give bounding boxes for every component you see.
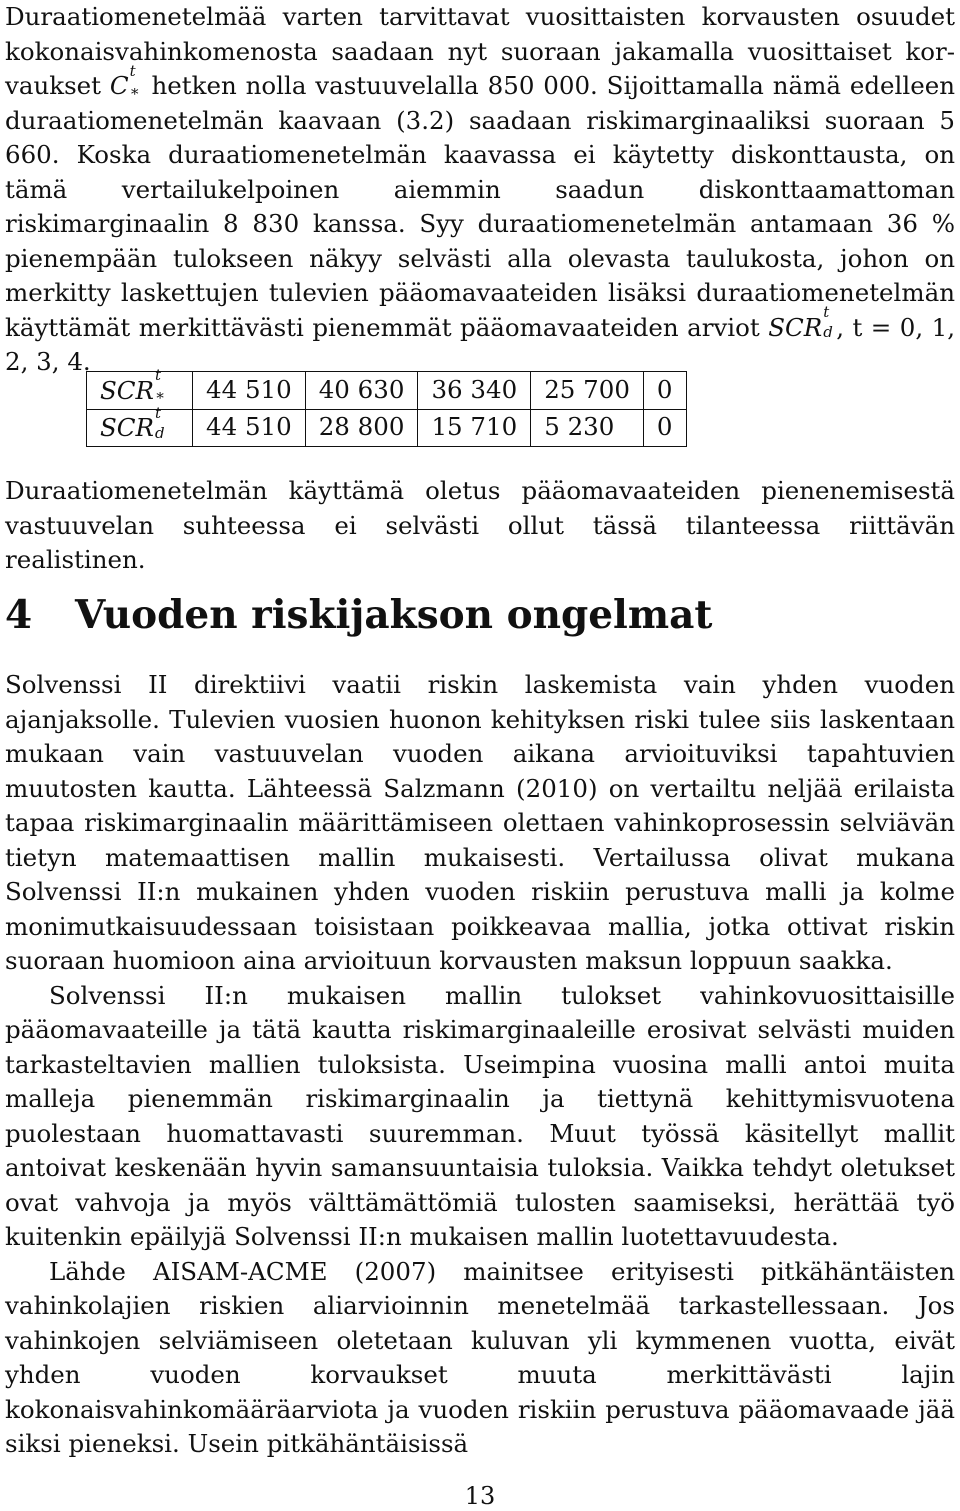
- table-row: [87, 372, 687, 410]
- section-heading: [5, 590, 712, 640]
- page-number: 13: [464, 1482, 496, 1510]
- table-cell: 15 710: [418, 409, 531, 447]
- table-cell: 40 630: [305, 372, 418, 410]
- table-cell: 0: [643, 372, 686, 410]
- paragraph-solvency-results: Solvenssi II:n mukaisen mallin tulokset vahinkovuosittaisille pääomavaateille ja tätä kautta riskimarginaaleille erosivat selvästi muiden tarkasteltavien mallien tuloksista. Useimpina vuosina malli antoi muita malleja pienemmän riskimarginaalin ja tiettynä kehittymisvuotena puolestaan huomattavasti suuremman. Muut työssä käsitellyt mallit antoivat keskenään hyvin samansuuntaisia tuloksia. Vaikka tehdyt oletukset ovat vahvoja ja myös välttämättömiä tulosten saamiseksi, herättää työ kuitenkin epäilyjä Solvenssi II:n mukaisen mallin luotettavuudesta.: [5, 980, 955, 1251]
- row-label: SCR t d: [87, 409, 193, 447]
- table-cell: 5 230: [531, 409, 644, 447]
- scr-comparison-table: [86, 366, 687, 447]
- table-cell: 44 510: [192, 372, 305, 410]
- paragraph-duration-method: [5, 0, 955, 380]
- paragraph-conclusion: Duraatiomenetelmän käyttämä oletus pääomavaateiden pienenemisestä vastuuvelan suhteessa ei selvästi ollut tässä tilanteessa riittävän realistinen.: [5, 476, 955, 574]
- paragraph-aisam-acme: Lähde AISAM-ACME (2007) mainitsee erityisesti pitkähäntäisten vahinkolajien riskien aliarvioinnin menetelmää tarkastellessaan. Jos vahinkojen selviämiseen oletetaan kuluvan yli kymmenen vuotta, eivät yhden vuoden korvaukset muuta merkittävästi lajin kokonaisvahinkomääräarviota ja vuoden riskiin perustuva pääomavaade jää siksi pieneksi. Usein pitkähäntäisissä: [5, 1256, 955, 1458]
- table-cell: 25 700: [531, 372, 644, 410]
- text-line: Duraatiomenetelmää varten tarvittavat vuosittaisten korvausten osuudet: [5, 2, 955, 31]
- section-title: Vuoden riskijakson ongelmat: [75, 592, 713, 638]
- text-line: hetken nolla vastuuvelalla 850 000. Sijoittamalla nämä edelleen: [151, 71, 955, 100]
- text-line: vaukset: [5, 71, 101, 100]
- table-cell: 36 340: [418, 372, 531, 410]
- table-cell: 0: [643, 409, 686, 447]
- table-row: [87, 409, 687, 447]
- text-body: duraatiomenetelmän kaavaan (3.2) saadaan riskimarginaaliksi suoraan 5 660. Koska duraatiomenetelmän kaavassa ei käytetty diskonttausta, on tämä vertailukelpoinen aiemmin saadun diskonttaamattoman riskimarginaalin 8 830 kanssa. Syy duraatiomenetelmän antamaan 36 % pienempään tulokseen näkyy selvästi alla olevasta taulukosta, johon on merkitty laskettujen tulevien pääomavaateiden lisäksi duraatiomenetelmän käyttämät merkittävästi pienemmät pääomavaateiden arviot: [5, 105, 955, 342]
- section-body: [5, 668, 955, 1462]
- math-c-star-t: C t ∗: [109, 61, 140, 100]
- text-tail: , t = 0, 1, 2, 3, 4.: [5, 312, 955, 376]
- text-line: kokonaisvahinkomenosta saadaan nyt suoraan jakamalla vuosittaiset kor-: [5, 36, 955, 66]
- math-scr-d-t: SCR t d: [768, 303, 833, 342]
- paragraph-solvency-one-year: Solvenssi II direktiivi vaatii riskin laskemista vain yhden vuoden ajanjaksolle. Tulevien vuosien huonon kehityksen riski tulee siis laskentaan mukaan vain vastuuvelan vuoden aikana arvioituviksi tapahtuvien muutosten kautta. Lähteessä Salzmann (2010) on vertailtu neljää erilaista tapaa riskimarginaalin määrittämiseen olettaen vahinkoprosessin selviävän tietyn matemaattisen mallin mukaisesti. Vertailussa olivat mukana Solvenssi II:n mukainen yhden vuoden riskiin perustuva malli ja kolme monimutkaisuudessaan toisistaan poikkeavaa mallia, jotka ottivat riskin suoraan huomioon aina arvioituun korvausten maksun loppuun saakka.: [5, 670, 955, 975]
- section-number: 4: [5, 592, 33, 638]
- table-cell: 44 510: [192, 409, 305, 447]
- table-cell: 28 800: [305, 409, 418, 447]
- row-label: SCR t ∗: [87, 372, 193, 410]
